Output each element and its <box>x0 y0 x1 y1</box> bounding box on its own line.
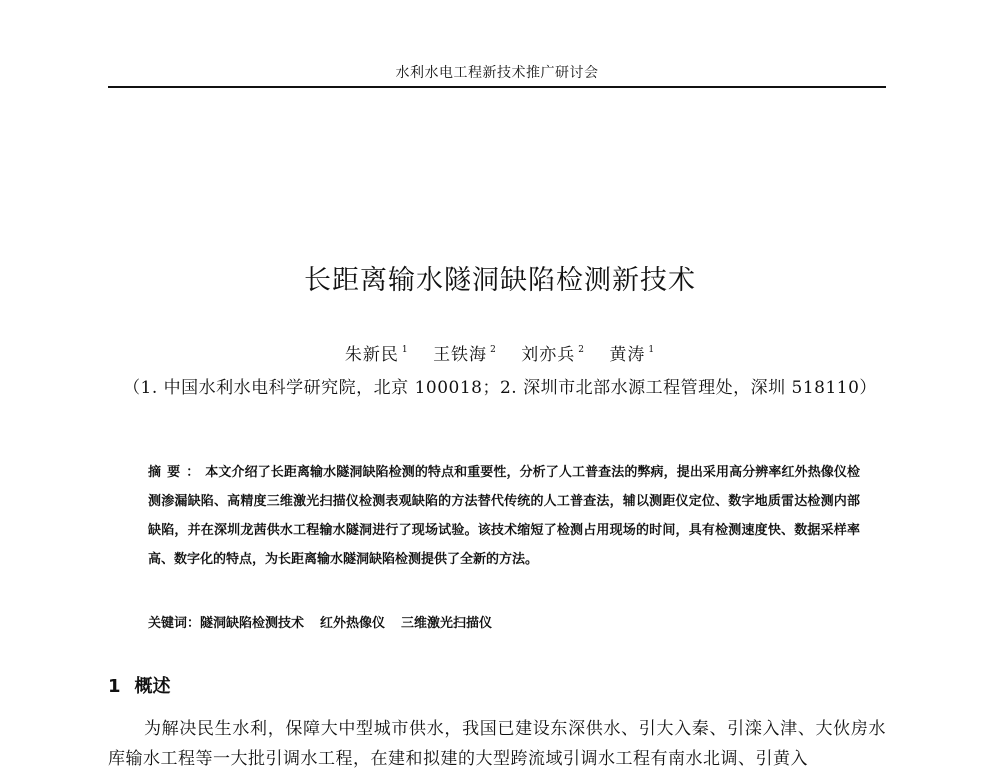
author-name: 朱新民 <box>344 345 399 365</box>
author-name: 刘亦兵 <box>521 345 576 365</box>
author <box>433 340 497 365</box>
section-paragraph: 为解决民生水利，保障大中型城市供水，我国已建设东深供水、引大入秦、引滦入津、大伙房水库输水工程等一大批引调水工程，在建和拟建的大型跨流域引调水工程有南水北调、引黄入 <box>108 719 886 769</box>
author-name: 王铁海 <box>433 345 488 365</box>
author <box>345 340 409 365</box>
keyword: 隧洞缺陷检测技术 <box>200 616 305 631</box>
affiliation: （1. 中国水利水电科学研究院，北京 100018；2. 深圳市北部水源工程管理处，深圳 518110） <box>123 378 877 398</box>
keyword: 三维激光扫描仪 <box>401 616 493 631</box>
author-name: 黄涛 <box>609 345 646 365</box>
section-heading <box>108 672 171 698</box>
keyword: 红外热像仪 <box>320 616 386 631</box>
author-affiliation-mark: 1 <box>401 345 409 355</box>
abstract-label: 摘要： <box>148 465 206 480</box>
author <box>521 340 585 365</box>
author-affiliation-mark: 2 <box>578 345 585 355</box>
keywords <box>148 612 860 631</box>
author <box>609 340 655 365</box>
abstract-text: 本文介绍了长距离输水隧洞缺陷检测的特点和重要性，分析了人工普查法的弊病，提出采用高分辨率红外热像仪检测渗漏缺陷、高精度三维激光扫描仪检测表观缺陷的方法替代传统的人工普查法，辅以测距仪定位、数字地质雷达检测内部缺陷，并在深圳龙茜供水工程输水隧洞进行了现场试验。该技术缩短了检测占用现场的时间，具有检测速度快、数据采样率高、数字化的特点，为长距离输水隧洞缺陷检测提供了全新的方法。 <box>148 465 860 567</box>
section-number: 1 <box>108 676 121 697</box>
author-affiliation-mark: 1 <box>648 345 656 355</box>
section-title: 概述 <box>134 676 171 697</box>
author-affiliation-mark: 2 <box>490 345 497 355</box>
keywords-label: 关键词： <box>148 616 201 631</box>
abstract <box>148 458 860 574</box>
header-rule <box>108 86 886 88</box>
author-list <box>0 340 1000 365</box>
paper-title: 长距离输水隧洞缺陷检测新技术 <box>304 265 696 296</box>
running-header: 水利水电工程新技术推广研讨会 <box>395 65 599 81</box>
